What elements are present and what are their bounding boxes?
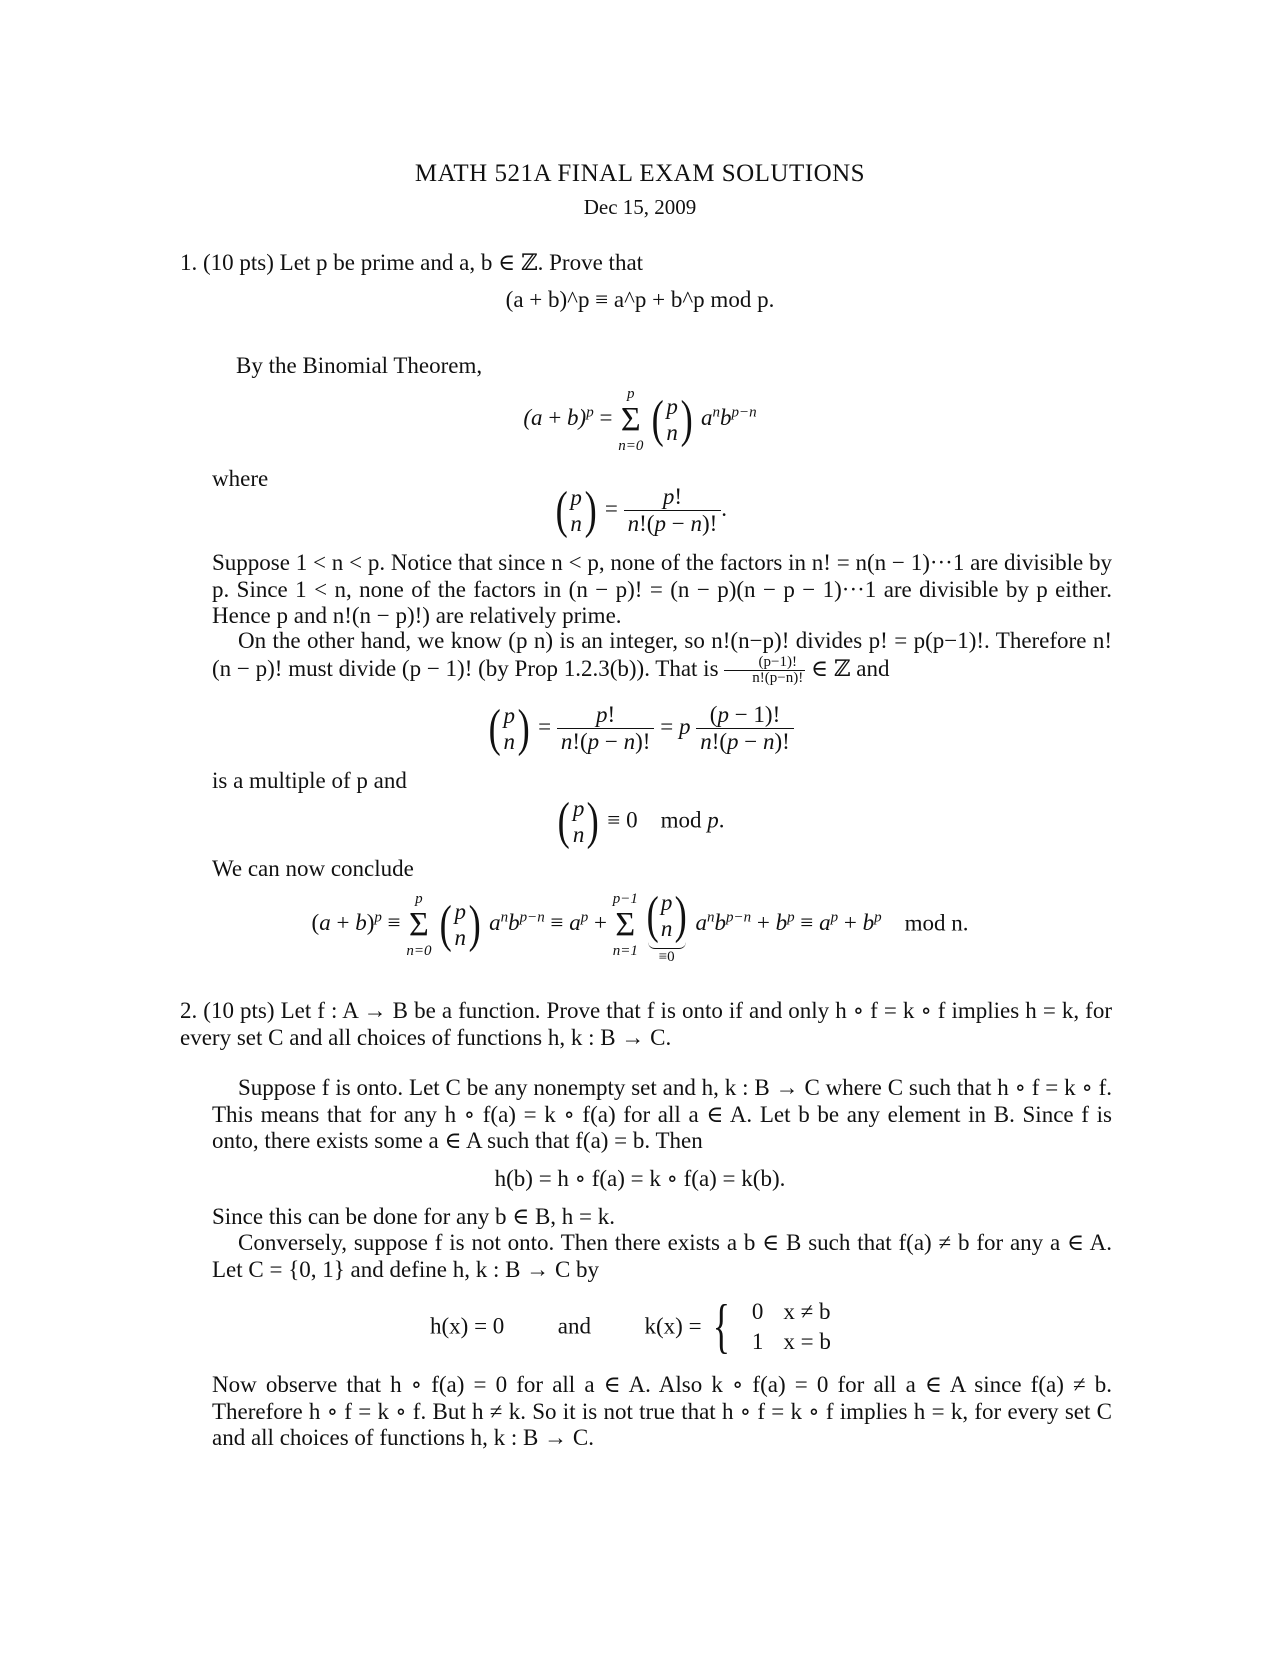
paragraph-2-tail: ∈ ℤ and xyxy=(810,655,890,681)
case-1-condition: x ≠ b xyxy=(783,1298,831,1324)
problem-2-statement: 2. (10 pts) Let f : A → B be a function. Prove that f is onto if and only h ∘ f = k ∘ f implies h = k, for every set C and all choices of functions h, k : B → C. xyxy=(180,998,1112,1050)
equation-frobenius: (a + b)^p ≡ a^p + b^p mod p. xyxy=(505,287,775,312)
equation-binomial-theorem: $(a + b)^p$ = p Σ n=0 ( p n) $a^nb^{p-n}$ xyxy=(523,386,757,454)
equation-binomial-coefficient: ( p n) = $\frac{p!}{n!(p - n)!}$ . xyxy=(555,481,728,539)
problem-1-paragraph-2: On the other hand, we know (p n) is an integer, so n!(n−p)! divides p! = p(p−1)!. Therefore n!(n − p)! must divide (p − 1)! (by Prop 1.2.3(b)). That is $\frac{(p-1)!}{n!(p-n)!}$ ∈ ℤ and xyxy=(212,628,1112,686)
binomial-intro: By the Binomial Theorem, xyxy=(236,353,483,378)
and-text: and xyxy=(557,1313,592,1339)
problem-2-paragraph-3: Conversely, suppose f is not onto. Then there exists a b ∈ B such that f(a) ≠ b for any a ∈ A. Let C = {0, 1} and define h, k : B → C by xyxy=(212,1230,1112,1282)
page-title: MATH 521A FINAL EXAM SOLUTIONS xyxy=(414,160,866,187)
equation-multiple-of-p: ( p n) = $\frac{p!}{n!(p - n)!}$ = p $\frac{(p - 1)!}{n!(p - n)!}$ xyxy=(0,702,1280,755)
problem-1-paragraph-1: Suppose 1 < n < p. Notice that since n < p, none of the factors in n! = n(n − 1)···1 are divisible by p. Since 1 < n, none of the factors in (n − p)! = (n − p)(n − p − 1)···1 are divisible by p either. Hence p and n!(n − p)!) are relatively prime. xyxy=(212,550,1112,628)
exam-date: Dec 15, 2009 xyxy=(583,195,697,219)
conclude-text: We can now conclude xyxy=(212,856,414,881)
case-2-value: 1 xyxy=(751,1328,764,1354)
case-2-condition: x = b xyxy=(783,1328,831,1354)
equation-conclusion-mod: mod n. xyxy=(904,910,969,936)
equation-h-equals-k: h(b) = h ∘ f(a) = k ∘ f(a) = k(b). xyxy=(494,1166,786,1191)
paragraph-2-text: On the other hand, we know (p n) is an integer, so n!(n−p)! divides p! = p(p−1)!. Therefore n!(n − p)! must divide (p − 1)! (by Prop 1.2.3(b)). That is xyxy=(212,628,1112,681)
equation-congruent-zero: ( p n) ≡ 0 mod p. xyxy=(558,793,725,850)
equation-define-h-k xyxy=(430,1292,841,1361)
multiple-of-p-text: is a multiple of p and xyxy=(212,768,407,793)
problem-2-paragraph-4: Now observe that h ∘ f(a) = 0 for all a ∈ A. Also k ∘ f(a) = 0 for all a ∈ A since f(a) ≠ b. Therefore h ∘ f = k ∘ f. But h ≠ k. So it is not true that h ∘ f = k ∘ f implies h = k, for every set C and all choices of functions h, k : B → C. xyxy=(212,1372,1113,1450)
k-cases: { 0 x ≠ b 1 x = b xyxy=(707,1292,841,1361)
case-1-value: 0 xyxy=(751,1298,764,1324)
h-definition: h(x) = 0 xyxy=(430,1313,505,1339)
where-label: where xyxy=(212,466,269,491)
problem-1-statement: 1. (10 pts) Let p be prime and a, b ∈ ℤ. Prove that xyxy=(180,250,644,275)
equation-conclusion: $(a + b)^p$ ≡ p Σ n=0 ( p n) $a^nb^{p-n} \equiv a^p$ + p−1 Σ n=1 ( p n) ≡0 $a^nb^{p-n} + b^p \equiv a^p + b^p$ mod n. xyxy=(311,887,969,965)
k-lhs: k(x) = xyxy=(644,1313,702,1339)
problem-2-paragraph-1: Suppose f is onto. Let C be any nonempty set and h, k : B → C where C such that h ∘ f = k ∘ f. This means that for any h ∘ f(a) = k ∘ f(a) for all a ∈ A. Let b be any element in B. Since f is onto, there exists some a ∈ A such that f(a) = b. Then xyxy=(212,1075,1112,1153)
problem-2-paragraph-2: Since this can be done for any b ∈ B, h = k. xyxy=(212,1204,616,1229)
